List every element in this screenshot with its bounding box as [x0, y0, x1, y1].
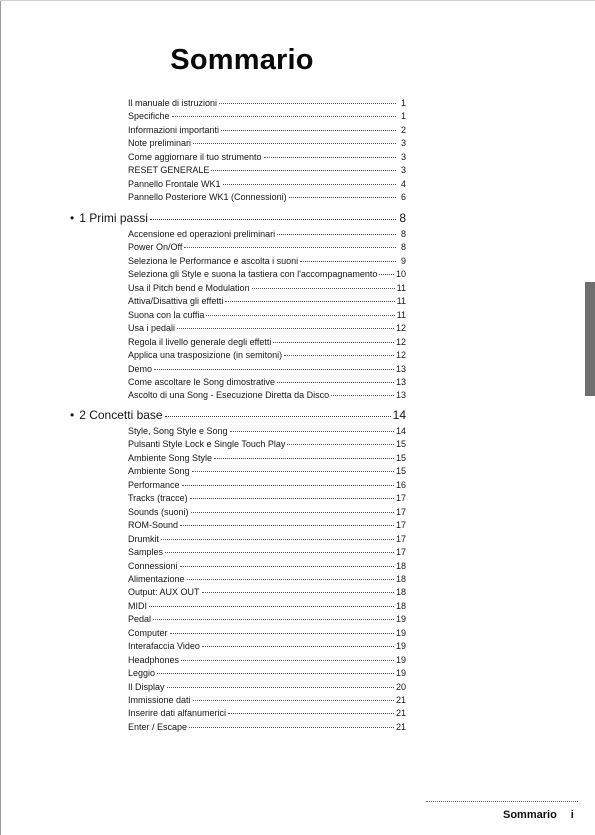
toc-section-label: 2 Concetti base	[79, 408, 163, 422]
dot-leader	[157, 673, 394, 674]
toc-page-number: 17	[395, 493, 406, 504]
toc-entry[interactable]	[128, 627, 406, 639]
toc-entry[interactable]	[128, 322, 406, 334]
toc-entry-label: Pedal	[128, 614, 152, 625]
toc-entry[interactable]	[128, 533, 406, 545]
dot-leader	[153, 619, 394, 620]
toc-entry[interactable]	[128, 654, 406, 666]
toc-entry[interactable]	[128, 479, 406, 491]
toc-entry[interactable]	[128, 228, 406, 240]
dot-leader	[300, 261, 396, 262]
dot-leader	[167, 687, 394, 688]
toc-entry-label: Enter / Escape	[128, 721, 188, 732]
toc-page-number: 12	[395, 323, 406, 334]
toc-page-number: 12	[395, 336, 406, 347]
toc-entry-label: Ambiente Song Style	[128, 452, 213, 463]
toc-entry-label: Ascolto di una Song - Esecuzione Diretta da Disco	[128, 390, 330, 401]
dot-leader	[170, 633, 394, 634]
toc-page-number: 10	[395, 269, 406, 280]
dot-leader	[223, 184, 396, 185]
toc-entry-label: Output: AUX OUT	[128, 587, 200, 598]
bullet-icon: •	[70, 211, 75, 225]
dot-leader	[190, 498, 394, 499]
toc-entry-label: Leggio	[128, 668, 156, 679]
dot-leader	[252, 288, 395, 289]
toc-entry[interactable]	[128, 492, 406, 504]
toc-entry[interactable]	[128, 97, 406, 109]
toc-entry-label: Computer	[128, 627, 168, 638]
toc-page-number: 3	[400, 138, 406, 149]
toc-entry[interactable]	[128, 506, 406, 518]
toc-page-number: 20	[395, 681, 406, 692]
dot-leader	[149, 606, 394, 607]
toc-page-number: 17	[395, 533, 406, 544]
toc-page-number: 19	[395, 627, 406, 638]
dot-leader	[289, 197, 396, 198]
toc-entry-label: ROM-Sound	[128, 520, 179, 531]
toc-entry[interactable]	[128, 707, 406, 719]
dot-leader	[228, 713, 394, 714]
toc-page-number: 15	[395, 439, 406, 450]
toc-entry[interactable]	[128, 376, 406, 388]
toc-entry-label: Headphones	[128, 654, 180, 665]
toc-section-title	[70, 211, 148, 226]
toc-entry[interactable]	[128, 573, 406, 585]
toc-entry[interactable]	[128, 425, 406, 437]
toc-page-number: 1	[400, 98, 406, 108]
toc-entry-label: Regola il livello generale degli effetti	[128, 336, 272, 347]
toc-page-number: 4	[400, 178, 406, 189]
dot-leader	[165, 416, 391, 417]
dot-leader	[287, 444, 394, 445]
dot-leader	[150, 219, 396, 220]
toc-section-label: 1 Primi passi	[79, 211, 148, 225]
dot-leader	[225, 301, 394, 302]
toc-entry-label: Come ascoltare le Song dimostrative	[128, 376, 276, 387]
toc-page-number: 19	[395, 641, 406, 652]
toc-entry[interactable]	[128, 640, 406, 652]
toc-entry[interactable]	[128, 110, 406, 122]
toc-page-number: 18	[395, 600, 406, 611]
toc-entry[interactable]	[128, 336, 406, 348]
toc-entry-label: Pulsanti Style Lock e Single Touch Play	[128, 439, 286, 450]
toc-entry-label: Seleziona gli Style e suona la tastiera con l'accompagnamento	[128, 269, 378, 280]
dot-leader	[172, 116, 396, 117]
toc-page-number: 11	[396, 282, 406, 293]
dot-leader	[161, 539, 394, 540]
toc-entry[interactable]	[128, 255, 406, 267]
toc-page-number: 1	[400, 111, 406, 122]
toc-entry-label: Il manuale di istruzioni	[128, 98, 218, 108]
dot-leader	[193, 143, 396, 144]
toc-page-number: 18	[395, 560, 406, 571]
toc-entry-label: Seleziona le Performance e ascolta i suoni	[128, 255, 299, 266]
dot-leader	[177, 328, 394, 329]
dot-leader	[264, 157, 396, 158]
toc-page-number: 14	[392, 408, 406, 422]
toc-page-number: 19	[395, 614, 406, 625]
toc-entry[interactable]	[128, 586, 406, 598]
dot-leader	[187, 579, 394, 580]
toc-page-number: 16	[395, 479, 406, 490]
dot-leader	[180, 525, 394, 526]
dot-leader	[165, 552, 394, 553]
toc-entry[interactable]	[128, 363, 406, 375]
toc-entry-label: Ambiente Song	[128, 466, 190, 477]
toc-entry[interactable]	[128, 309, 406, 321]
toc-page-number: 8	[400, 242, 406, 253]
toc-entry[interactable]	[128, 452, 406, 464]
toc-page-number: 2	[400, 124, 406, 135]
toc-entry-label: Interafaccia Video	[128, 641, 200, 652]
dot-leader	[219, 103, 396, 104]
toc-page-number: 8	[399, 211, 406, 225]
toc-entry[interactable]	[128, 282, 406, 294]
toc-section-entry[interactable]	[70, 408, 406, 423]
toc-page-number: 17	[395, 506, 406, 517]
toc-page-number: 21	[395, 708, 406, 719]
dot-leader	[193, 700, 394, 701]
toc-entry-label: Usa il Pitch bend e Modulation	[128, 282, 250, 293]
toc-page-number: 19	[395, 654, 406, 665]
toc-page-number: 11	[396, 309, 406, 320]
toc-page-number: 18	[395, 573, 406, 584]
toc-entry-label: Usa i pedali	[128, 323, 176, 334]
toc-entry[interactable]	[128, 124, 406, 136]
toc-entry-label: Immissione dati	[128, 695, 191, 705]
toc-entry-label: Specifiche	[128, 111, 170, 122]
toc-entry[interactable]	[128, 178, 406, 190]
toc-entry-label: Power On/Off	[128, 242, 183, 253]
toc-entry[interactable]	[128, 438, 406, 450]
toc-entry-label: Sounds (suoni)	[128, 506, 189, 517]
dot-leader	[189, 727, 394, 728]
toc-entry[interactable]	[128, 600, 406, 612]
dot-leader	[214, 458, 394, 459]
toc-page-number: 6	[400, 192, 406, 203]
dot-leader	[181, 660, 394, 661]
toc-page-number: 13	[395, 390, 406, 401]
toc-entry[interactable]	[128, 560, 406, 572]
toc-entry[interactable]	[128, 295, 406, 307]
toc-page-number: 9	[400, 255, 406, 266]
toc-entry[interactable]	[128, 694, 406, 706]
toc-page-number: 15	[395, 466, 406, 477]
toc-entry-label: Samples	[128, 547, 164, 558]
dot-leader	[202, 646, 394, 647]
toc-entry[interactable]	[128, 667, 406, 679]
dot-leader	[277, 382, 394, 383]
toc-entry[interactable]	[128, 465, 406, 477]
dot-leader	[184, 247, 396, 248]
toc-entry-label: Alimentazione	[128, 573, 185, 584]
page-footer	[503, 809, 574, 821]
toc-page-number: 14	[395, 426, 406, 436]
toc-page-number: 18	[395, 587, 406, 598]
bullet-icon: •	[70, 408, 75, 422]
dot-leader	[284, 355, 394, 356]
toc-entry[interactable]	[128, 613, 406, 625]
dot-leader	[379, 274, 394, 275]
dot-leader	[202, 592, 394, 593]
toc-page-number: 3	[400, 165, 406, 176]
toc-entry[interactable]	[128, 721, 406, 733]
toc-page-number: 3	[400, 151, 406, 162]
dot-leader	[192, 471, 394, 472]
toc-entry[interactable]	[128, 268, 406, 280]
toc-entry-label: Style, Song Style e Song	[128, 426, 228, 436]
dot-leader	[180, 566, 394, 567]
dot-leader	[206, 315, 394, 316]
toc-entry-label: Informazioni importanti	[128, 124, 220, 135]
toc-entry-label: Connessioni	[128, 560, 178, 571]
toc-entry[interactable]	[128, 191, 406, 203]
toc-entry-label: Tracks (tracce)	[128, 493, 188, 504]
toc-entry[interactable]	[128, 241, 406, 253]
toc-page-number: 13	[395, 376, 406, 387]
toc-entry-label: Come aggiornare il tuo strumento	[128, 151, 262, 162]
toc-entry-label: Demo	[128, 363, 153, 374]
toc-page-number: 12	[395, 350, 406, 361]
dot-leader	[273, 342, 394, 343]
toc-page-number: 17	[395, 547, 406, 558]
toc-entry-label: Pannello Frontale WK1	[128, 178, 221, 189]
toc-entry-label: Suona con la cuffia	[128, 309, 205, 320]
toc-page-number: 15	[395, 452, 406, 463]
toc-section-title	[70, 408, 163, 423]
dot-leader	[331, 395, 394, 396]
toc-page-number: 11	[396, 296, 406, 307]
footer-rule	[426, 801, 578, 802]
toc-entry[interactable]	[128, 389, 406, 401]
dot-leader	[182, 485, 394, 486]
toc-entry-label: Drumkit	[128, 533, 159, 544]
dot-leader	[191, 512, 394, 513]
footer-page-number: i	[570, 809, 574, 821]
toc-entry-label: Note preliminari	[128, 138, 192, 149]
footer-label: Sommario	[503, 809, 557, 821]
toc-page-number: 21	[395, 721, 406, 732]
toc-entry-label: Pannello Posteriore WK1 (Connessioni)	[128, 192, 287, 203]
toc-entry-label: Il Display	[128, 681, 165, 692]
toc-entry[interactable]	[128, 164, 406, 176]
toc-entry[interactable]	[128, 546, 406, 558]
dot-leader	[277, 234, 396, 235]
page-title: Sommario	[170, 44, 314, 76]
toc-entry[interactable]	[128, 349, 406, 361]
dot-leader	[221, 130, 396, 131]
toc-entry-label: Attiva/Disattiva gli effetti	[128, 296, 224, 307]
toc-entry[interactable]	[128, 137, 406, 149]
toc-entry-label: Inserire dati alfanumerici	[128, 708, 227, 719]
toc-entry-label: Accensione ed operazioni preliminari	[128, 229, 276, 239]
dot-leader	[154, 369, 394, 370]
toc-entry[interactable]	[128, 151, 406, 163]
toc-entry-label: Performance	[128, 479, 180, 490]
toc-entry[interactable]	[128, 681, 406, 693]
toc-page-number: 8	[400, 229, 406, 239]
toc-entry-label: RESET GENERALE	[128, 165, 210, 176]
toc-entry-label: Applica una trasposizione (in semitoni)	[128, 350, 283, 361]
toc-page-number: 13	[395, 363, 406, 374]
toc-page-number: 17	[395, 520, 406, 531]
toc-section-entry[interactable]	[70, 211, 406, 226]
toc-entry-label: MIDI	[128, 600, 147, 611]
toc-page-number: 19	[395, 668, 406, 679]
dot-leader	[230, 431, 394, 432]
dot-leader	[211, 170, 396, 171]
toc-page-number: 21	[395, 695, 406, 705]
toc-entry[interactable]	[128, 519, 406, 531]
